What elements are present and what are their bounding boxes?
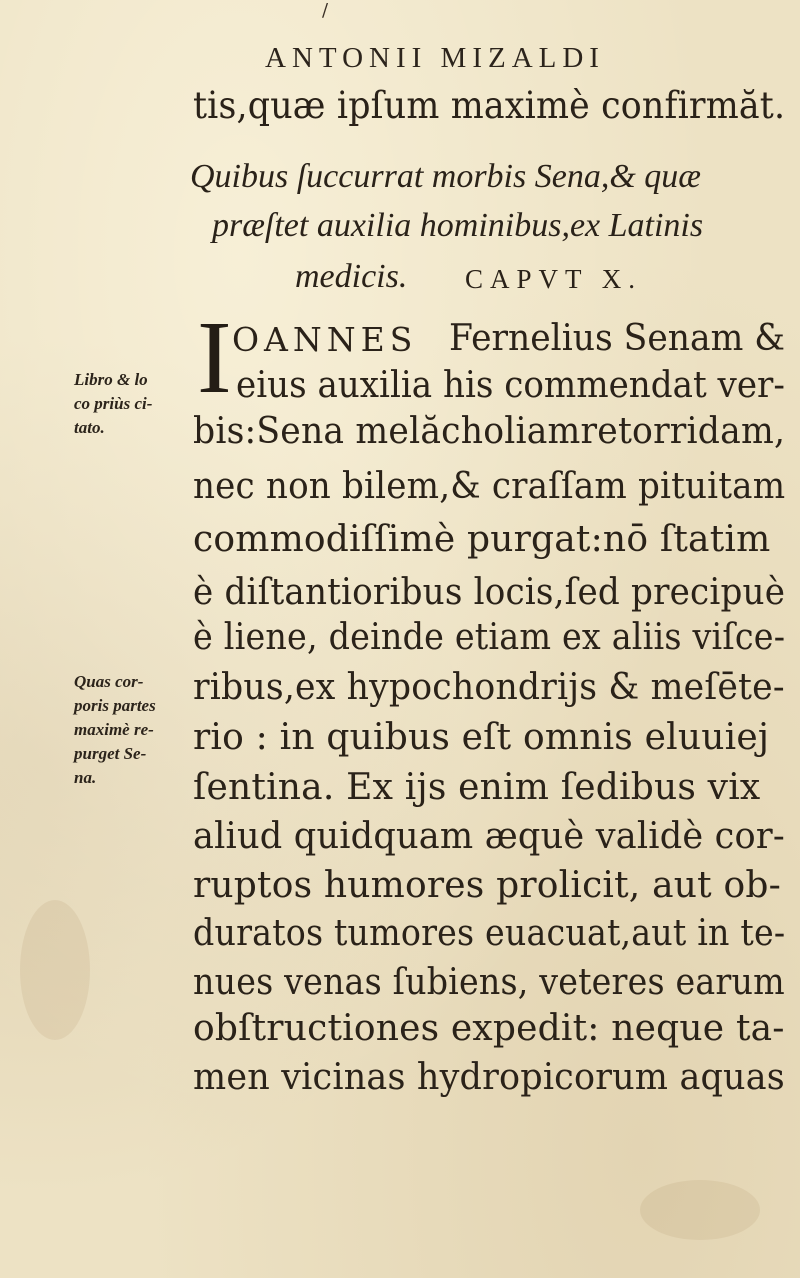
margin-note-line: poris partes	[74, 696, 156, 715]
margin-note-line: Libro & lo	[74, 370, 148, 389]
first-word-caps: OANNES	[232, 320, 418, 359]
paragraph-line: men vicinas hydropicorum aquas	[193, 1057, 785, 1098]
paragraph-line: commodiſſimè purgat:nō ſtatim	[193, 519, 771, 560]
paragraph-line: è diſtantioribus locis,ſed precipuè	[193, 572, 786, 613]
margin-note-line: maximè re-	[74, 720, 154, 739]
drop-cap: I	[197, 300, 232, 415]
chapter-number: CAPVT X.	[465, 264, 643, 294]
paragraph-line: è liene, deinde etiam ex aliis viſce-	[193, 617, 786, 658]
paragraph-line: nec non bilem,& craſſam pituitam	[193, 466, 786, 507]
first-text-line: tis,quæ ipſum maximè confirmăt.	[193, 84, 786, 127]
paragraph-line: Fernelius Senam &	[449, 318, 786, 359]
running-head: ANTONII MIZALDI	[265, 42, 605, 74]
margin-note-line: Quas cor-	[74, 672, 144, 691]
margin-note-line: co priùs ci-	[74, 394, 153, 413]
margin-note-line: tato.	[74, 418, 105, 437]
paragraph-line: ruptos humores prolicit, aut ob-	[193, 865, 781, 906]
paper-stain	[640, 1180, 760, 1240]
margin-note-line: purget Se-	[74, 744, 147, 763]
chapter-heading-line: Quibus ſuccurrat morbis Sena,& quæ	[190, 158, 701, 195]
paper-stain	[20, 900, 90, 1040]
paragraph-line: obſtructiones expedit: neque ta-	[193, 1008, 785, 1049]
paragraph-line: ſentina. Ex ijs enim ſedibus vix	[193, 767, 761, 808]
chapter-heading-line: præſtet auxilia hominibus,ex Latinis	[212, 207, 704, 244]
margin-note-line: na.	[74, 768, 97, 787]
paragraph-line: rio : in quibus eſt omnis eluuiej	[193, 717, 770, 758]
margin-note	[74, 368, 189, 440]
top-mark: /	[322, 0, 329, 21]
paragraph-line: aliud quidquam æquè validè cor-	[193, 816, 785, 857]
paragraph-line: bis:Sena melăcholiamretorridam,	[193, 411, 786, 452]
margin-note	[74, 670, 189, 790]
chapter-heading-line: medicis.	[295, 258, 408, 295]
paragraph-line: eius auxilia his commendat ver-	[236, 365, 785, 406]
paragraph-line: ribus,ex hypochondrijs & meſēte-	[193, 667, 785, 708]
paragraph-line: duratos tumores euacuat,aut in te-	[193, 913, 786, 954]
paragraph-line: nues venas ſubiens, veteres earum	[193, 962, 785, 1003]
